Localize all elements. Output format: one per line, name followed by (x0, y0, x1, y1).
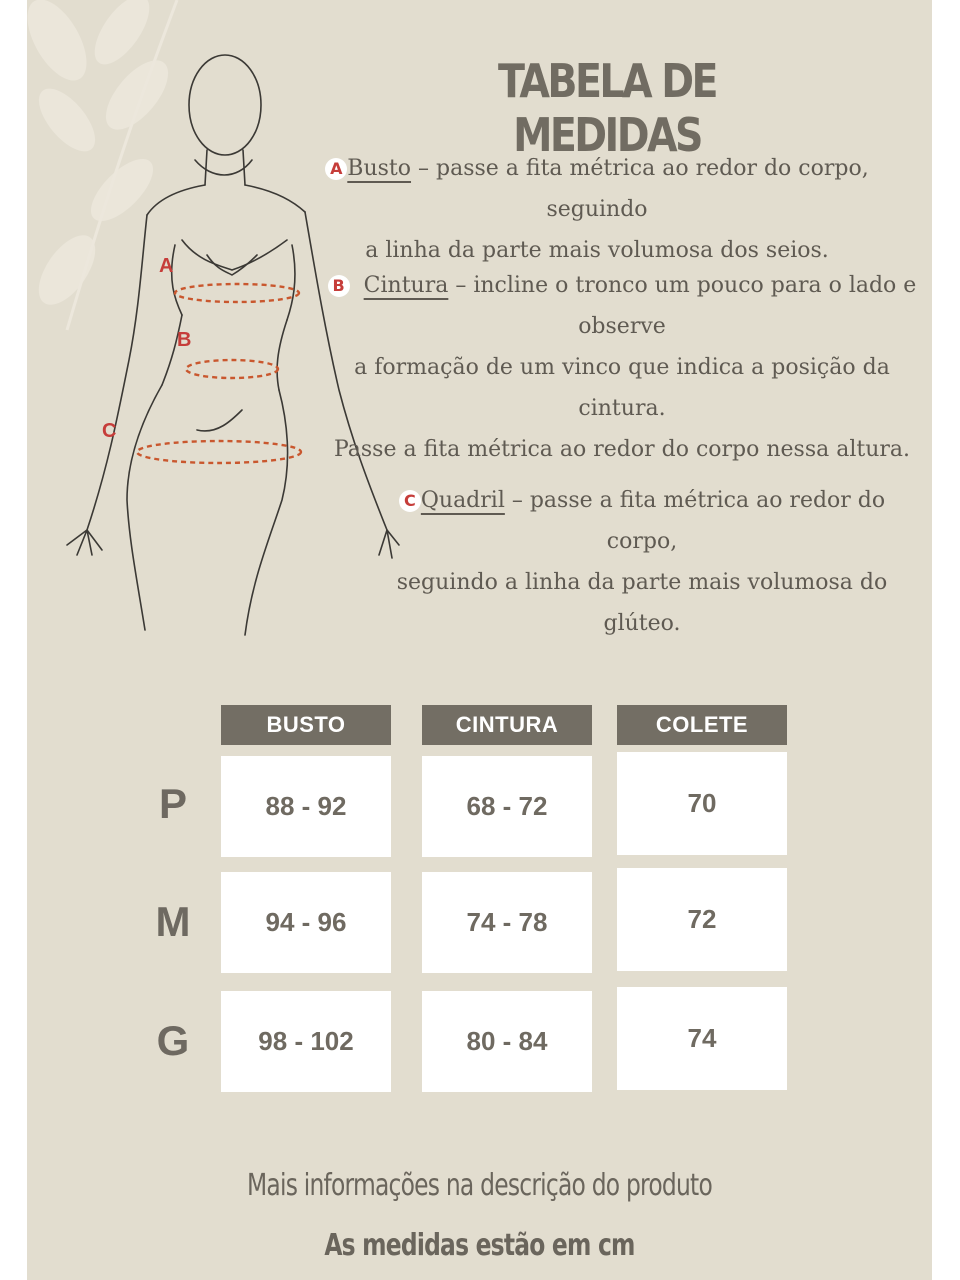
table-cell: 70 (617, 752, 787, 855)
waist-line-1: B Cintura – incline o tronco um pouco para o lado e (317, 265, 927, 306)
bust-description (277, 148, 917, 271)
table-cell: 72 (617, 868, 787, 971)
page-title: TABELA DE MEDIDAS (498, 54, 716, 162)
waist-description (317, 265, 927, 470)
waist-line-4: Passe a fita métrica ao redor do corpo nessa altura. (333, 437, 911, 462)
table-cell: 88 - 92 (221, 756, 391, 857)
bust-line-1: A Busto – passe a fita métrica ao redor do corpo, seguindo (277, 148, 917, 230)
footer-info-text: Mais informações na descrição do produto (247, 1168, 712, 1203)
table-cell: 80 - 84 (422, 991, 592, 1092)
footer-units-text: As medidas estão em cm (324, 1228, 635, 1263)
marker-badge-c: C (399, 490, 421, 512)
column-header-colete: COLETE (617, 705, 787, 745)
waist-line-2: observe (578, 314, 666, 339)
hip-line-2: seguindo a linha da parte mais volumosa do (396, 570, 888, 595)
size-chart-card (27, 0, 932, 1280)
column-header-busto: BUSTO (221, 705, 391, 745)
marker-badge-b: B (328, 275, 350, 297)
hip-term: Quadril (420, 488, 505, 513)
table-cell: 68 - 72 (422, 756, 592, 857)
figure-marker-a: A (159, 255, 174, 277)
table-cell: 98 - 102 (221, 991, 391, 1092)
column-header-cintura: CINTURA (422, 705, 592, 745)
hip-line-1: C Quadril – passe a fita métrica ao redor do corpo, (362, 480, 922, 562)
size-label-m: M (155, 898, 191, 945)
waist-line-3: a formação de um vinco que indica a posição da cintura. (354, 355, 890, 421)
size-label-g: G (156, 1017, 190, 1064)
hip-description (362, 480, 922, 644)
figure-marker-b: B (177, 329, 192, 351)
marker-badge-a: A (325, 158, 347, 180)
size-label-p: P (158, 780, 187, 827)
table-cell: 94 - 96 (221, 872, 391, 973)
waist-term: Cintura (363, 273, 449, 298)
hip-line-3: glúteo. (603, 611, 681, 636)
table-cell: 74 - 78 (422, 872, 592, 973)
bust-line-2: a linha da parte mais volumosa dos seios. (365, 238, 829, 263)
figure-marker-c: C (102, 420, 117, 442)
table-cell: 74 (617, 987, 787, 1090)
bust-term: Busto (347, 156, 412, 181)
